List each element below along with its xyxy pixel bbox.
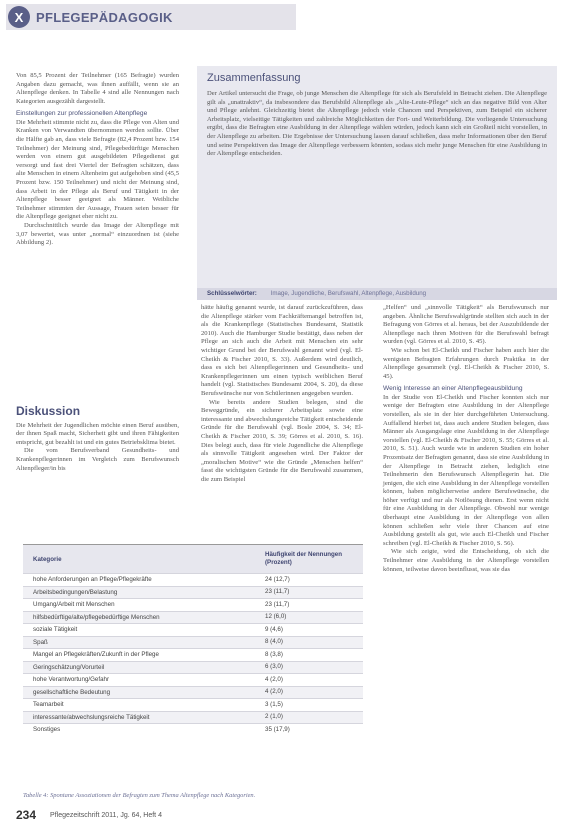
keywords-bar xyxy=(197,288,557,300)
table-cell-category: hohe Verantwortung/Gefahr xyxy=(33,676,110,684)
table-row xyxy=(23,586,363,599)
summary-title: Zusammenfassung xyxy=(207,72,301,84)
table-row xyxy=(23,711,363,724)
paragraph-col3-1: „Helfen“ und „sinnvolle Tätigkeit“ als Berufswunsch nur angeben. Ähnliche Berufswahlgründe stellten sich auch in der Befragung von Görres et al. heraus, bei der Auszubildende der Altenpflege nach ihren Motiven für die Berufswahl befragt wurden (vgl. Görres et al. 2010, S. 45). xyxy=(383,304,549,346)
table-cell-category: hohe Anforderungen an Pflege/Pflegekräfte xyxy=(33,576,152,584)
table-cell-count: 8 (4,0) xyxy=(265,638,283,646)
table-row xyxy=(23,686,363,699)
table-cell-count: 8 (3,8) xyxy=(265,650,283,658)
table-cell-category: Teamarbeit xyxy=(33,701,64,709)
table-row xyxy=(23,673,363,686)
table-cell-category: Mangel an Pflegekräften/Zukunft in der Pflege xyxy=(33,651,159,659)
paragraph-col3-4: Wie sich zeigte, wird die Entscheidung, ob sich die Teilnehmer eine Ausbildung in der Altenpflege vorstellen können, teilweise davon beeinflusst, was sie das xyxy=(383,548,549,573)
table-cell-count: 4 (2,0) xyxy=(265,688,283,696)
table-cell-category: Geringschätzung/Vorurteil xyxy=(33,663,105,671)
table-cell-count: 9 (4,6) xyxy=(265,625,283,633)
table-cell-count: 3 (1,5) xyxy=(265,700,283,708)
column-1-top xyxy=(16,72,179,248)
table-header-category: Kategorie xyxy=(33,555,62,563)
table-cell-category: hilfsbedürftige/alte/pflegebedürftige Menschen xyxy=(33,613,160,621)
table-cell-category: Arbeitsbedingungen/Belastung xyxy=(33,588,118,596)
subheading-interest: Wenig Interesse an einer Altenpflegeausbildung xyxy=(383,385,523,393)
table-cell-count: 2 (1,0) xyxy=(265,713,283,721)
paragraph-col3-3: In der Studie von El-Cheikh und Fischer konnten sich nur wenige der Befragten eine Ausbildung in der Altenpflege vorstellen, als sie in der hier durchgeführten Untersuchung. Auffallend hierbei ist, dass auch andere Studien belegen, dass Männer als Ausgangslage eine Ausbildung in der Altenpflege vorstellen (vgl. El-Cheikh & Fischer 2010, S. 55; Görres et al. 2010, S. 51). Auch wurde wie in anderen Studien ein hoher Prozentsatz der Befragten genannt, dass sie eine Ausbildung in der Altenpflege in Betracht ziehen, lediglich eine Teilnehmerin den Berufswunsch Altenpflegerin hat. Die jenigen, die sich eine Ausbildung in der Altenpflege vorstellen können, haben möglicherweise andere Berufswünsche, die höher verfügt und nur als Notlösung dienen. Erst wenn nicht für eine Ausbildung in der Altenpflege. Obwohl nur wenige überhaupt eine Ausbildung in der Altenpflege von allen können schließen sehr viele ihrer Chancen auf eine Ausbildung gestellt als gut, wie auch El-Cheikh und Fischer schreiben (vgl. El-Cheikh & Fischer 2010, S. 56). xyxy=(383,393,549,547)
page-footer xyxy=(16,808,556,822)
table-row xyxy=(23,723,363,736)
intro-paragraph: Von 85,5 Prozent der Teilnehmer (165 Befragte) wurden Angaben dazu gemacht, was ihnen auffällt, wenn sie an Altenpflege denken. In Tabelle 4 sind alle Nennungen nach Kategorien ausgezählt dargestellt. xyxy=(16,72,179,105)
paragraph-image: Durchschnittlich wurde das Image der Altenpflege mit 3,07 bewertet, was unter „normal“ einzuordnen ist (siehe Abbildung 2). xyxy=(16,221,179,247)
summary-box xyxy=(197,66,557,300)
paragraph-attitudes: Die Mehrheit stimmte nicht zu, dass die Pflege von Alten und Kranken von Verwandten übernommen werden sollte. Über die Hälfte gab an, dass viele Befragte (82,4 Prozent bzw. 154 Teilnehmer) der Meinung sind, Pflegebedürftige Menschen werden von einem gut ausgebildeten Pflegedienst gut versorgt und fast drei Viertel der Befragten schätzen, dass alte Menschen in einem Altenheim gut aufgehoben sind (45,5 Prozent bzw. 150 Teilnehmer) und nicht der Meinung sind, dass Arbeit in der Pflege als Beruf und Tätigkeit in der Altenpflege besser geeignet als Männer. Weibliche Teilnehmer stimmten der Aussage, Frauen seien besser für die Altenpflege geeignet eher nicht zu. xyxy=(16,118,179,221)
page-number: 234 xyxy=(16,808,37,822)
table-row xyxy=(23,611,363,624)
paragraph-discussion-2: Die vom Berufsverband Gesundheits- und Krankenpflegerinnen im Vergleich zum Berufswunsch Altenpfleger/in bis xyxy=(16,447,179,472)
table-row xyxy=(23,661,363,674)
table-cell-category: soziale Tätigkeit xyxy=(33,626,78,634)
table-cell-category: Spaß xyxy=(33,638,48,646)
table-cell-category: Sonstiges xyxy=(33,726,61,734)
table-row xyxy=(23,573,363,586)
page-header xyxy=(6,4,296,30)
summary-text: Der Artikel untersucht die Frage, ob junge Menschen die Altenpflege für sich als Berufsfeld in Betracht ziehen. Die Altenpflege gilt als „unattraktiv“, da insbesondere das Berufsbild Altenpflege als „Alte-Leute-Pflege“ sich an das negative Bild von Alter und Pflege anlehnt. Gleichzeitig bietet die Altenpflege jedoch viele Chancen und Perspektiven, zum Beispiel ein sicherer Arbeitsplatz, vielseitige Tätigkeiten und zahlreiche Möglichkeiten der Fort- und Weiterbildung. Die vorliegende Untersuchung ergibt, dass die Befragten eine Ausbildung in der Altenpflege wählen würden, jedoch kann sich ein Großteil nicht vorstellen, in der Altenpflege zu arbeiten. Die Ergebnisse der Untersuchung lassen darauf schließen, dass mehr Informationen über den Beruf und seine Perspektiven das Image der Altenpflege verbessern könnten, sodass sich mehr junge Menschen für eine Ausbildung in der Altenpflege entscheiden. xyxy=(207,90,547,158)
associations-table xyxy=(23,544,363,736)
paragraph-col3-2: Wie schon bei El-Cheikh und Fischer haben auch hier die wenigsten Befragten Erfahrungen durch Praktika in der Altenpflege gesammelt (vgl. El-Cheikh & Fischer 2010, S. 45). xyxy=(383,346,549,380)
keywords-label: Schlüsselwörter: xyxy=(207,290,257,297)
column-2 xyxy=(201,304,363,484)
table-caption: Tabelle 4: Spontane Assoziationen der Befragten zum Thema Altenpflege nach Kategorien. xyxy=(23,792,256,799)
table-row xyxy=(23,698,363,711)
table-cell-count: 4 (2,0) xyxy=(265,675,283,683)
table-row xyxy=(23,598,363,611)
table-header-row xyxy=(23,544,363,573)
table-header-count: Häufigkeit der Nennungen (Prozent) xyxy=(265,551,343,566)
table-row xyxy=(23,648,363,661)
paragraph-col2-2: Wie bereits andere Studien belegen, sind die Beweggründe, ein sicherer Arbeitsplatz sowie eine interessante und abwechslungsreiche Tätigkeit entscheidende Gründe für die Berufswahl (vgl. Bosle 2004, S. 34; El-Cheikh & Fischer 2010, S. 39; Görres et al. 2010, S. 16). Dies belegt auch, dass für viele Jugendliche die Altenpflege als sinnvolle Tätigkeit angesehen wird. Der Faktor der „moralischen Motive“ wie die Gründe „Menschen helfen“ fasst die wichtigsten Gründe für die Berufswahl zusammen, die zum Beispiel xyxy=(201,398,363,483)
table-row xyxy=(23,623,363,636)
paragraph-discussion-1: Die Mehrheit der Jugendlichen möchte einen Beruf ausüben, der ihnen Spaß macht, Sicherheit gibt und ihren Fähigkeiten entspricht, gut bezahlt ist und ein gutes Betriebsklima bietet. xyxy=(16,421,179,446)
section-title: PFLEGEPÄDAGOGIK xyxy=(36,9,173,25)
table-cell-count: 23 (11,7) xyxy=(265,588,290,596)
table-cell-count: 24 (12,7) xyxy=(265,575,290,583)
table-cell-count: 35 (17,9) xyxy=(265,725,290,733)
paragraph-col2-1: hätte häufig genannt wurde, ist darauf zurückzuführen, dass die Altenpflege stärker vom Fachkräftemangel betroffen ist, als die Krankenpflege (Statistisches Bundesamt, Statistik 2010). Auch die Hamburger Studie bestätigt, dass neben der Pflege an sich auch die Arbeit mit Menschen ein sehr wichtiger Grund bei der Berufswahl genannt wird (vgl. El-Cheikh & Fischer 2010, S. 33). Außerdem wird deutlich, dass es sich bei Altenpflegerinnen und Gesundheits- und Krankenpflegerinnen um einen typisch weiblichen Beruf handelt (vgl. Statistisches Bundesamt 2004, S. 20), da diese Berufswünsche nur von Schülerinnen angegeben wurden. xyxy=(201,304,363,397)
section-heading-discussion: Diskussion xyxy=(16,404,81,418)
section-badge-icon: X xyxy=(8,6,30,28)
table-cell-category: interessante/abwechslungsreiche Tätigkeit xyxy=(33,713,150,721)
subheading-attitudes: Einstellungen zur professionellen Altenpflege xyxy=(16,110,148,118)
table-cell-count: 12 (6,0) xyxy=(265,613,287,621)
table-cell-category: Umgang/Arbeit mit Menschen xyxy=(33,601,115,609)
table-row xyxy=(23,636,363,649)
table-cell-count: 6 (3,0) xyxy=(265,663,283,671)
column-1-bottom xyxy=(16,400,179,473)
table-cell-category: gesellschaftliche Bedeutung xyxy=(33,688,111,696)
journal-reference: Pflegezeitschrift 2011, Jg. 64, Heft 4 xyxy=(50,811,162,819)
keywords-list: Image, Jugendliche, Berufswahl, Altenpflege, Ausbildung xyxy=(270,290,427,297)
table-cell-count: 23 (11,7) xyxy=(265,600,290,608)
column-3 xyxy=(383,304,549,574)
